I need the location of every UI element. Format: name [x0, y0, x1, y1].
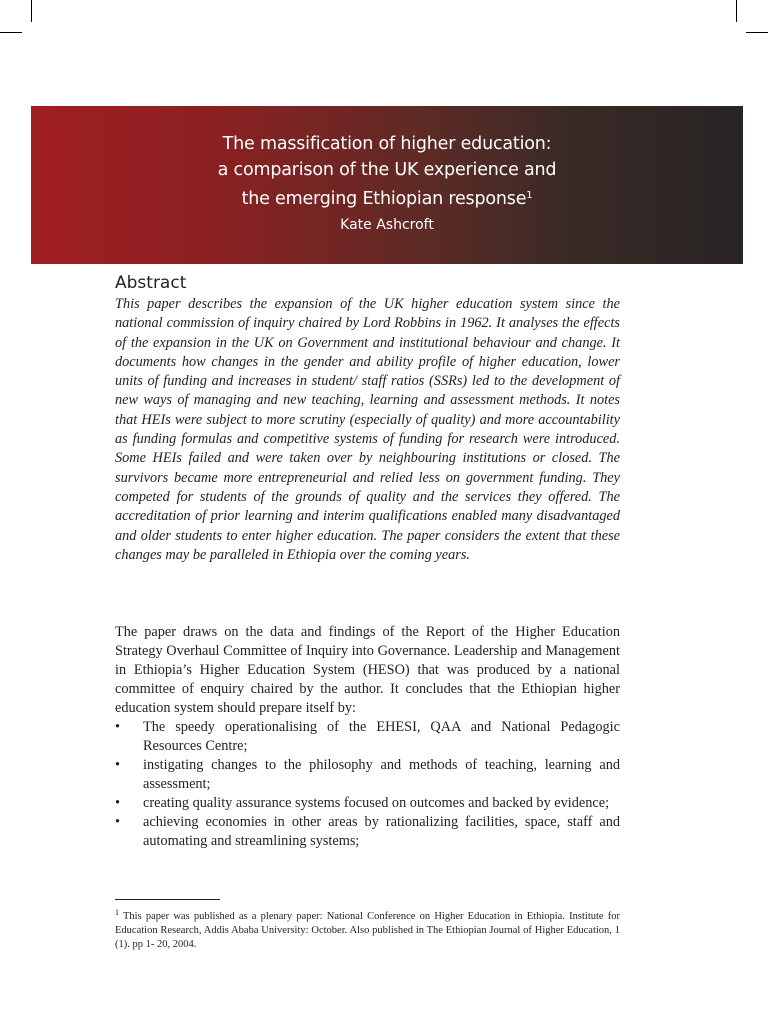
- title-line-2: a comparison of the UK experience and: [217, 160, 557, 180]
- abstract-heading: Abstract: [115, 273, 187, 293]
- crop-mark-left: [31, 0, 32, 22]
- list-item-text: instigating changes to the philosophy and methods of teaching, learning and assessment;: [143, 757, 620, 792]
- title-line-3: [31, 184, 743, 211]
- crop-mark-left-horizontal: [0, 32, 22, 33]
- bullet-symbol: •: [115, 719, 121, 735]
- crop-mark-right-horizontal: [746, 32, 768, 33]
- list-item-text: creating quality assurance systems focused on outcomes and backed by evidence;: [143, 795, 610, 811]
- bullet-symbol: •: [115, 795, 121, 811]
- abstract-text: This paper describes the expansion of the UK higher education system since the national commission of inquiry chaired by Lord Robbins in 1962. It analyses the effects of the expansion in the UK on Government and institutional behaviour and change. It documents how changes in the gender and ability profile of higher education, lower units of funding and increases in student/ staff ratios (SSRs) led to the development of new ways of managing and new teaching, learning and assessment methods. It notes that HEIs were subject to more scrutiny (especially of quality) and more accountability as funding formulas and competitive systems of funding for research were introduced. Some HEIs failed and were taken over by neighbouring institutions or closed. The survivors became more entrepreneurial and relied less on government funding. They competed for students of the grounds of quality and the services they offered. The accreditation of prior learning and interim qualifications enabled many disadvantaged and older students to enter higher education. The paper considers the extent that these changes may be paralleled in Ethiopia over the coming years.: [115, 296, 620, 563]
- footnote: [115, 906, 620, 952]
- list-item-text: The speedy operationalising of the EHESI, QAA and National Pedagogic Resources Centre;: [143, 719, 620, 754]
- title-banner: [31, 106, 743, 264]
- author-name: Kate Ashcroft: [340, 217, 434, 233]
- title-line-3-text: the emerging Ethiopian response: [241, 189, 527, 209]
- list-item: [115, 756, 620, 794]
- bullet-symbol: •: [115, 757, 121, 773]
- recommendation-list: [115, 718, 620, 851]
- crop-mark-right: [736, 0, 737, 22]
- list-item: [115, 794, 620, 813]
- footnote-divider: [115, 899, 220, 900]
- footnote-text: This paper was published as a plenary paper: National Conference on Higher Education in Ethiopia. Institute for Education Research, Addis Ababa University: October. Also published in The Ethiopian Journal of Higher Education, 1 (1). pp 1- 20, 2004.: [115, 911, 620, 950]
- bullet-symbol: •: [115, 814, 121, 830]
- title-line-1: The massification of higher education:: [222, 134, 552, 154]
- list-item: [115, 718, 620, 756]
- footnote-marker: 1: [115, 908, 119, 917]
- list-item-text: achieving economies in other areas by rationalizing facilities, space, staff and automating and streamlining systems;: [143, 814, 620, 849]
- title-footnote-marker: 1: [526, 190, 533, 201]
- list-item: [115, 813, 620, 851]
- body-paragraph: The paper draws on the data and findings of the Report of the Higher Education Strategy Overhaul Committee of Inquiry into Governance. Leadership and Management in Ethiopia’s Higher Education System (HESO) that was produced by a national committee of enquiry chaired by the author. It concludes that the Ethiopian higher education system should prepare itself by:: [115, 624, 620, 716]
